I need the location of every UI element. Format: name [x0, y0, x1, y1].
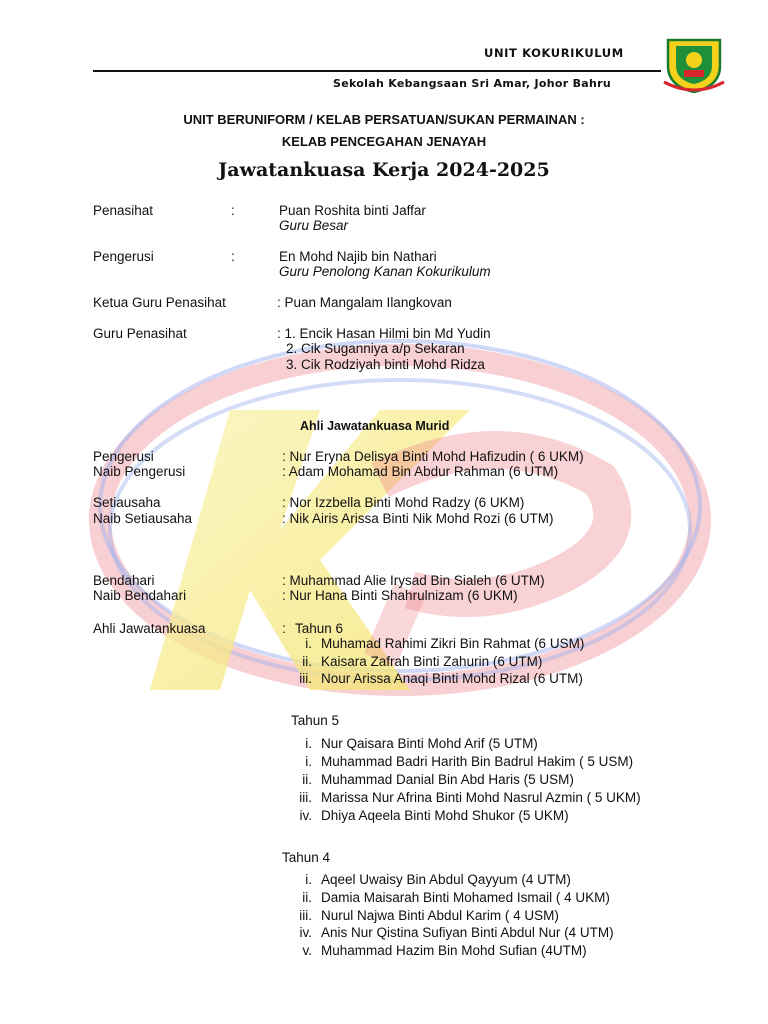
student-role-value: : Muhammad Alie Irysad Bin Sialeh (6 UTM)	[282, 573, 545, 588]
list-item: Aqeel Uwaisy Bin Abdul Qayyum (4 UTM)	[321, 872, 571, 887]
list-item-number: i.	[305, 872, 312, 887]
guru-penasihat-item: 2. Cik Suganniya a/p Sekaran	[286, 341, 465, 356]
pengerusi-guru-name: En Mohd Najib bin Nathari	[279, 249, 437, 264]
tahun5-label: Tahun 5	[291, 713, 340, 728]
student-role-value: : Nur Hana Binti Shahrulnizam (6 UKM)	[282, 588, 518, 603]
list-item: Kaisara Zafrah Binti Zahurin (6 UTM)	[321, 654, 543, 669]
pengerusi-guru-label: Pengerusi	[93, 249, 154, 264]
student-role-value: : Adam Mohamad Bin Abdur Rahman (6 UTM)	[282, 464, 559, 479]
header-school-name: Sekolah Kebangsaan Sri Amar, Johor Bahru	[333, 77, 612, 90]
list-item: Dhiya Aqeela Binti Mohd Shukor (5 UKM)	[321, 808, 569, 823]
list-item-number: iii.	[299, 671, 312, 686]
ajk-label: Ahli Jawatankuasa	[93, 621, 206, 636]
student-role-label: Pengerusi	[93, 449, 154, 464]
list-item-number: iii.	[299, 908, 312, 923]
list-item-number: ii.	[302, 772, 312, 787]
penasihat-name: Puan Roshita binti Jaffar	[279, 203, 426, 218]
doc-title-committee: Jawatankuasa Kerja 2024-2025	[218, 159, 550, 181]
student-committee-heading: Ahli Jawatankuasa Murid	[300, 419, 450, 433]
guru-penasihat-item: : 1. Encik Hasan Hilmi bin Md Yudin	[277, 326, 491, 341]
list-item: Anis Nur Qistina Sufiyan Binti Abdul Nur (4 UTM)	[321, 925, 614, 940]
tahun6-label: Tahun 6	[295, 621, 344, 636]
student-role-value: : Nik Airis Arissa Binti Nik Mohd Rozi (6 UTM)	[282, 511, 554, 526]
header-unit-title: UNIT KOKURIKULUM	[484, 46, 624, 60]
list-item: Muhamad Rahimi Zikri Bin Rahmat (6 USM)	[321, 636, 585, 651]
student-role-label: Naib Pengerusi	[93, 464, 186, 479]
school-crest-logo	[662, 36, 726, 94]
tahun4-label: Tahun 4	[282, 850, 331, 865]
student-role-label: Naib Setiausaha	[93, 511, 193, 526]
list-item-number: ii.	[302, 654, 312, 669]
list-item-number: ii.	[302, 890, 312, 905]
doc-title-unit: UNIT BERUNIFORM / KELAB PERSATUAN/SUKAN PERMAINAN :	[183, 112, 585, 127]
student-role-value: : Nur Eryna Delisya Binti Mohd Hafizudin ( 6 UKM)	[282, 449, 584, 464]
header-rule	[93, 70, 661, 72]
list-item: Nour Arissa Anaqi Binti Mohd Rizal (6 UTM)	[321, 671, 583, 686]
penasihat-label: Penasihat	[93, 203, 154, 218]
penasihat-role: Guru Besar	[279, 218, 349, 233]
list-item-number: iv.	[299, 925, 312, 940]
list-item: Nurul Najwa Binti Abdul Karim ( 4 USM)	[321, 908, 559, 923]
list-item-number: i.	[305, 736, 312, 751]
pengerusi-guru-role: Guru Penolong Kanan Kokurikulum	[279, 264, 491, 279]
pengerusi-guru-colon: :	[231, 249, 235, 264]
list-item-number: i.	[305, 636, 312, 651]
list-item: Muhammad Danial Bin Abd Haris (5 USM)	[321, 772, 574, 787]
list-item: Muhammad Hazim Bin Mohd Sufian (4UTM)	[321, 943, 587, 958]
student-role-label: Bendahari	[93, 573, 155, 588]
ketua-guru-label: Ketua Guru Penasihat	[93, 295, 226, 310]
ketua-guru-value: : Puan Mangalam Ilangkovan	[277, 295, 452, 310]
ajk-colon: :	[282, 621, 286, 636]
guru-penasihat-label: Guru Penasihat	[93, 326, 187, 341]
student-role-label: Naib Bendahari	[93, 588, 187, 603]
list-item: Marissa Nur Afrina Binti Mohd Nasrul Azmin ( 5 UKM)	[321, 790, 641, 805]
list-item: Damia Maisarah Binti Mohamed Ismail ( 4 UKM)	[321, 890, 610, 905]
list-item: Muhammad Badri Harith Bin Badrul Hakim ( 5 USM)	[321, 754, 634, 769]
list-item-number: v.	[302, 943, 312, 958]
doc-title-club: KELAB PENCEGAHAN JENAYAH	[281, 134, 487, 149]
list-item: Nur Qaisara Binti Mohd Arif (5 UTM)	[321, 736, 538, 751]
list-item-number: iii.	[299, 790, 312, 805]
list-item-number: iv.	[299, 808, 312, 823]
student-role-value: : Nor Izzbella Binti Mohd Radzy (6 UKM)	[282, 495, 525, 510]
student-role-label: Setiausaha	[93, 495, 161, 510]
list-item-number: i.	[305, 754, 312, 769]
penasihat-colon: :	[231, 203, 235, 218]
guru-penasihat-item: 3. Cik Rodziyah binti Mohd Ridza	[286, 357, 485, 372]
